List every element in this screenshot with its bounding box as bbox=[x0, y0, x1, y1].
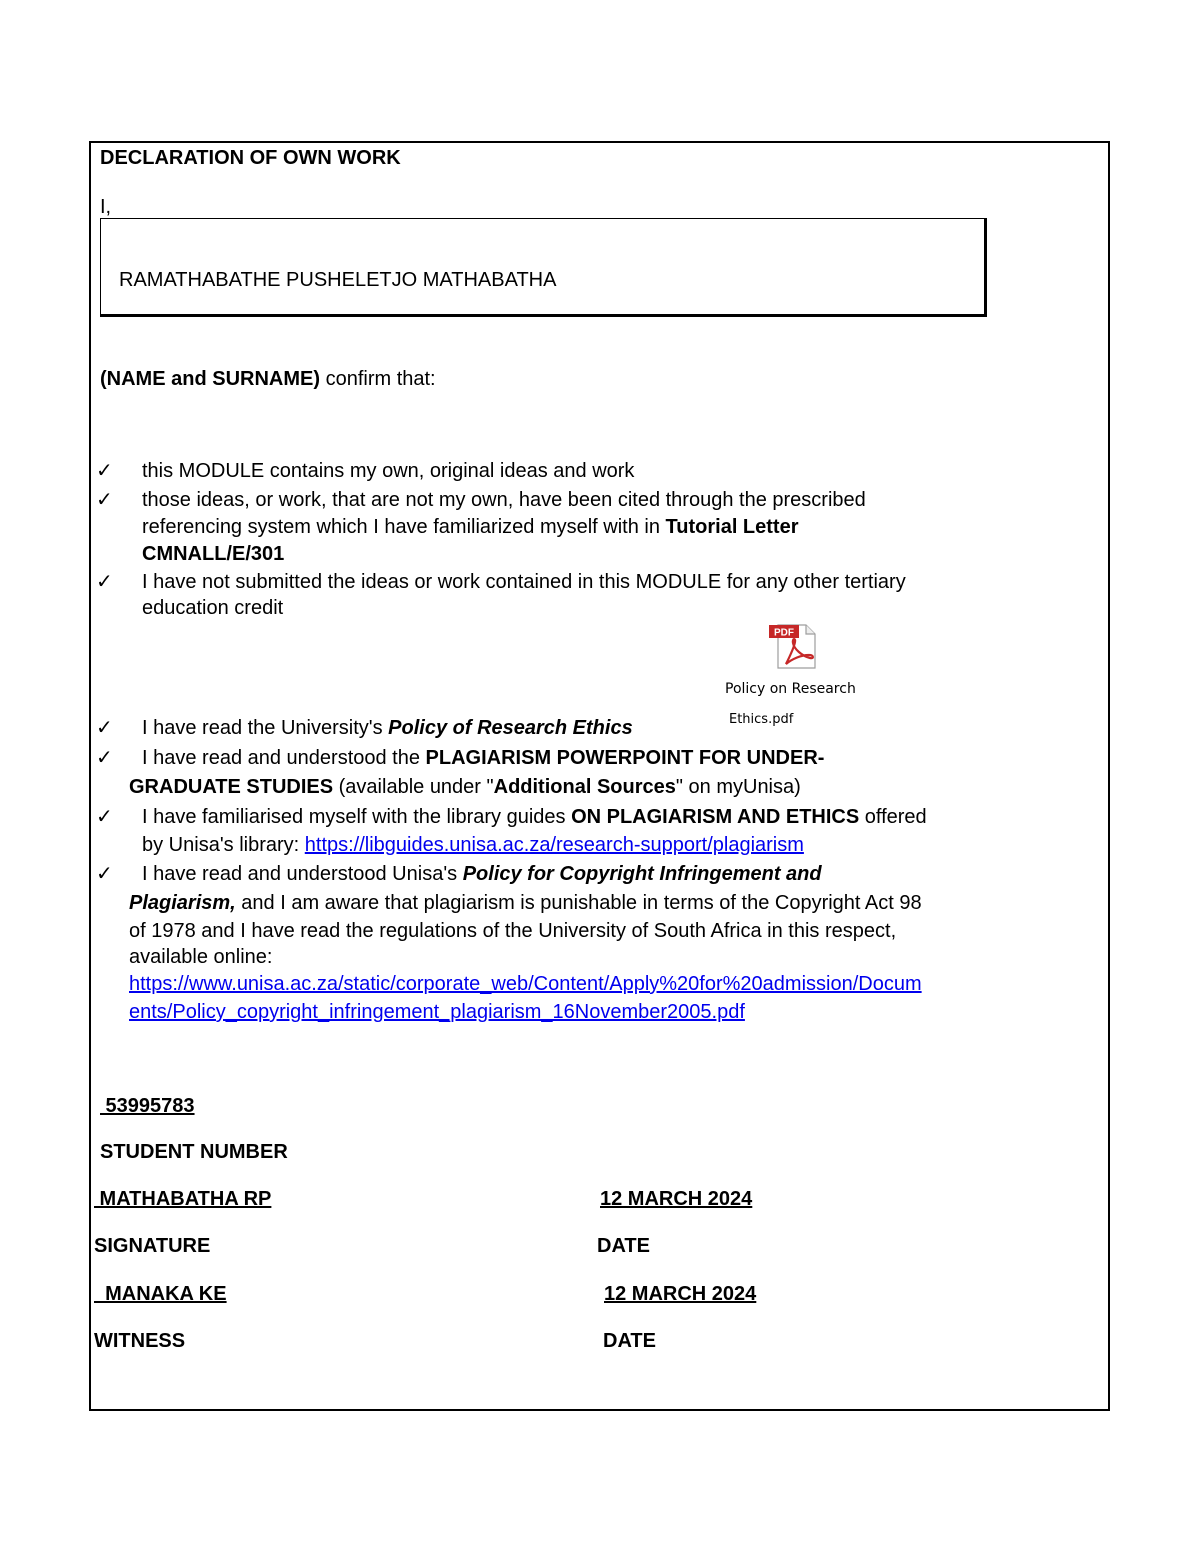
name-label: (NAME and SURNAME) confirm that: bbox=[100, 368, 436, 390]
check-icon: ✓ bbox=[96, 717, 113, 739]
pdf-file-icon[interactable] bbox=[768, 622, 818, 670]
list-item-continued: by Unisa's library: https://libguides.unisa.ac.za/research-support/plagiarism bbox=[142, 834, 804, 856]
check-icon: ✓ bbox=[96, 863, 113, 885]
witness-date-label: DATE bbox=[603, 1330, 656, 1352]
check-icon: ✓ bbox=[96, 489, 113, 511]
check-icon: ✓ bbox=[96, 460, 113, 482]
copyright-policy-link[interactable]: https://www.unisa.ac.za/static/corporate_web/Content/Apply%20for%20admission/Docum bbox=[129, 973, 922, 995]
student-number: 53995783 bbox=[100, 1095, 195, 1117]
date-value: 12 MARCH 2024 bbox=[600, 1188, 753, 1210]
declaration-heading: DECLARATION OF OWN WORK bbox=[100, 147, 401, 169]
student-number-label: STUDENT NUMBER bbox=[100, 1141, 288, 1163]
check-icon: ✓ bbox=[96, 571, 113, 593]
list-item: I have not submitted the ideas or work contained in this MODULE for any other tertiary bbox=[142, 571, 906, 593]
intro-text: I, bbox=[100, 196, 112, 218]
name-box bbox=[100, 218, 987, 317]
list-item-continued: of 1978 and I have read the regulations of the University of South Africa in this respect, bbox=[129, 920, 897, 942]
signature-value: MATHABATHA RP bbox=[94, 1188, 272, 1210]
list-item: I have read and understood the PLAGIARISM POWERPOINT FOR UNDER- bbox=[142, 747, 825, 769]
list-item: I have read the University's Policy of Research Ethics bbox=[142, 717, 633, 739]
signature-label: SIGNATURE bbox=[94, 1235, 211, 1257]
witness-date-value: 12 MARCH 2024 bbox=[604, 1283, 757, 1305]
list-item-continued: CMNALL/E/301 bbox=[142, 543, 285, 565]
copyright-policy-link-continued[interactable]: ents/Policy_copyright_infringement_plagiarism_16November2005.pdf bbox=[129, 1001, 745, 1023]
pdf-badge: PDF bbox=[774, 627, 794, 639]
list-item-continued: referencing system which I have familiarized myself with in Tutorial Letter bbox=[142, 516, 799, 538]
list-item-continued: available online: bbox=[129, 946, 273, 968]
witness-label: WITNESS bbox=[94, 1330, 186, 1352]
list-item: I have familiarised myself with the library guides ON PLAGIARISM AND ETHICS offered bbox=[142, 806, 927, 828]
attachment-name-continued[interactable]: Ethics.pdf bbox=[729, 712, 794, 727]
list-item-continued: GRADUATE STUDIES (available under "Additional Sources" on myUnisa) bbox=[129, 776, 801, 798]
attachment-name[interactable]: Policy on Research bbox=[725, 681, 856, 697]
list-item-continued: Plagiarism, and I am aware that plagiarism is punishable in terms of the Copyright Act 98 bbox=[129, 892, 922, 914]
date-label: DATE bbox=[597, 1235, 650, 1257]
list-item: I have read and understood Unisa's Policy for Copyright Infringement and bbox=[142, 863, 822, 885]
witness-value: MANAKA KE bbox=[94, 1283, 227, 1305]
list-item-continued: education credit bbox=[142, 597, 284, 619]
libguides-link[interactable]: https://libguides.unisa.ac.za/research-support/plagiarism bbox=[304, 834, 804, 856]
check-icon: ✓ bbox=[96, 747, 113, 769]
list-item: this MODULE contains my own, original ideas and work bbox=[142, 460, 635, 482]
full-name: RAMATHABATHE PUSHELETJO MATHABATHA bbox=[119, 269, 557, 291]
check-icon: ✓ bbox=[96, 806, 113, 828]
list-item: those ideas, or work, that are not my own, have been cited through the prescribed bbox=[142, 489, 866, 511]
